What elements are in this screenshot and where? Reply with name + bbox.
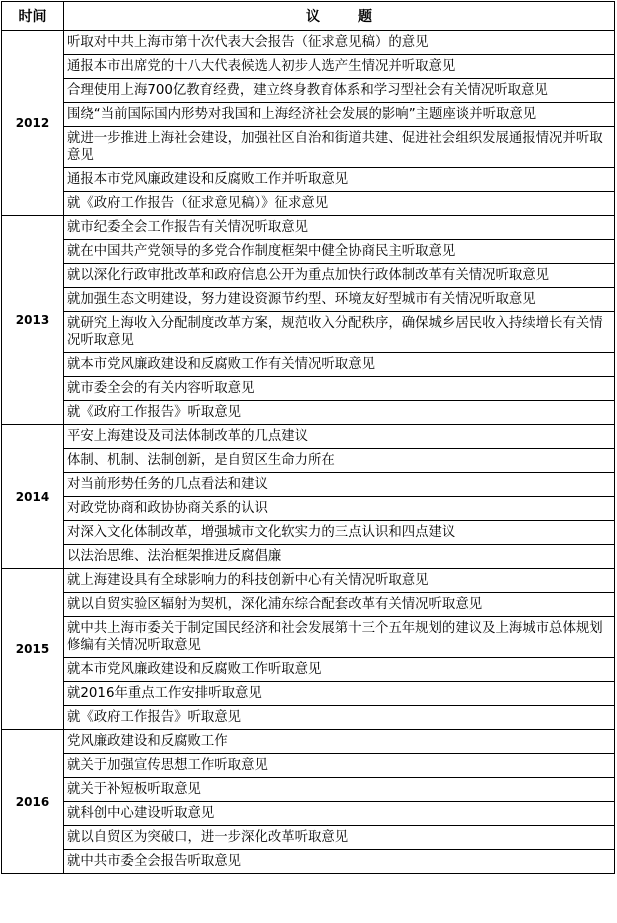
header-topic <box>64 2 615 31</box>
table-row <box>2 473 615 497</box>
table-row <box>2 706 615 730</box>
topic-cell: 通报本市党风廉政建设和反腐败工作并听取意见 <box>64 168 615 192</box>
topic-cell: 就《政府工作报告》听取意见 <box>64 401 615 425</box>
topic-cell: 围绕“当前国际国内形势对我国和上海经济社会发展的影响”主题座谈并听取意见 <box>64 103 615 127</box>
topic-cell: 就以自贸实验区辐射为契机，深化浦东综合配套改革有关情况听取意见 <box>64 593 615 617</box>
year-cell: 2012 <box>2 31 64 216</box>
table-row <box>2 617 615 658</box>
table-row <box>2 593 615 617</box>
table-row <box>2 521 615 545</box>
header-topic-char-1: 议 <box>306 9 320 25</box>
topic-cell: 通报本市出席党的十八大代表候选人初步人选产生情况并听取意见 <box>64 55 615 79</box>
table-row <box>2 545 615 569</box>
table-row <box>2 192 615 216</box>
table-row <box>2 802 615 826</box>
topic-cell: 听取对中共上海市第十次代表大会报告（征求意见稿）的意见 <box>64 31 615 55</box>
table-row <box>2 31 615 55</box>
topic-cell: 就2016年重点工作安排听取意见 <box>64 682 615 706</box>
topic-cell: 对当前形势任务的几点看法和建议 <box>64 473 615 497</box>
table-row <box>2 103 615 127</box>
table-row <box>2 658 615 682</box>
table-row <box>2 55 615 79</box>
topic-cell: 对政党协商和政协协商关系的认识 <box>64 497 615 521</box>
topic-cell: 就中共市委全会报告听取意见 <box>64 850 615 874</box>
topic-cell: 就市纪委全会工作报告有关情况听取意见 <box>64 216 615 240</box>
topic-cell: 就关于补短板听取意见 <box>64 778 615 802</box>
topic-cell: 就以自贸区为突破口，进一步深化改革听取意见 <box>64 826 615 850</box>
table-row <box>2 312 615 353</box>
topic-cell: 就本市党风廉政建设和反腐败工作有关情况听取意见 <box>64 353 615 377</box>
topic-cell: 以法治思维、法治框架推进反腐倡廉 <box>64 545 615 569</box>
topic-cell: 就关于加强宣传思想工作听取意见 <box>64 754 615 778</box>
table-row <box>2 216 615 240</box>
topic-cell: 党风廉政建设和反腐败工作 <box>64 730 615 754</box>
table-row <box>2 240 615 264</box>
table-row <box>2 264 615 288</box>
table-row <box>2 377 615 401</box>
topic-cell: 就中共上海市委关于制定国民经济和社会发展第十三个五年规划的建议及上海城市总体规划修编有关情况听取意见 <box>64 617 615 658</box>
topic-cell: 就进一步推进上海社会建设，加强社区自治和街道共建、促进社会组织发展通报情况并听取意见 <box>64 127 615 168</box>
table-row <box>2 569 615 593</box>
header-row <box>2 2 615 31</box>
table-row <box>2 288 615 312</box>
table-row <box>2 730 615 754</box>
topic-cell: 就科创中心建设听取意见 <box>64 802 615 826</box>
header-topic-char-2: 题 <box>358 9 372 25</box>
table-row <box>2 497 615 521</box>
year-cell: 2016 <box>2 730 64 874</box>
topic-cell: 就以深化行政审批改革和政府信息公开为重点加快行政体制改革有关情况听取意见 <box>64 264 615 288</box>
topic-cell: 合理使用上海700亿教育经费，建立终身教育体系和学习型社会有关情况听取意见 <box>64 79 615 103</box>
year-cell: 2013 <box>2 216 64 425</box>
table-row <box>2 682 615 706</box>
topic-cell: 平安上海建设及司法体制改革的几点建议 <box>64 425 615 449</box>
topic-cell: 就《政府工作报告》听取意见 <box>64 706 615 730</box>
topic-cell: 对深入文化体制改革，增强城市文化软实力的三点认识和四点建议 <box>64 521 615 545</box>
table-row <box>2 401 615 425</box>
table-body <box>2 31 615 874</box>
topic-cell: 就研究上海收入分配制度改革方案，规范收入分配秩序，确保城乡居民收入持续增长有关情况听取意见 <box>64 312 615 353</box>
topic-cell: 就加强生态文明建设，努力建设资源节约型、环境友好型城市有关情况听取意见 <box>64 288 615 312</box>
table-row <box>2 168 615 192</box>
table-row <box>2 127 615 168</box>
table-row <box>2 826 615 850</box>
topics-table <box>1 1 615 874</box>
table-row <box>2 353 615 377</box>
topic-cell: 就市委全会的有关内容听取意见 <box>64 377 615 401</box>
topic-cell: 体制、机制、法制创新，是自贸区生命力所在 <box>64 449 615 473</box>
year-cell: 2014 <box>2 425 64 569</box>
table-row <box>2 425 615 449</box>
table-row <box>2 449 615 473</box>
table-row <box>2 754 615 778</box>
topic-cell: 就《政府工作报告（征求意见稿）》征求意见 <box>64 192 615 216</box>
topic-cell: 就上海建设具有全球影响力的科技创新中心有关情况听取意见 <box>64 569 615 593</box>
header-time: 时间 <box>2 2 64 31</box>
topic-cell: 就在中国共产党领导的多党合作制度框架中健全协商民主听取意见 <box>64 240 615 264</box>
table-row <box>2 79 615 103</box>
topic-cell: 就本市党风廉政建设和反腐败工作听取意见 <box>64 658 615 682</box>
year-cell: 2015 <box>2 569 64 730</box>
table-row <box>2 778 615 802</box>
table-row <box>2 850 615 874</box>
